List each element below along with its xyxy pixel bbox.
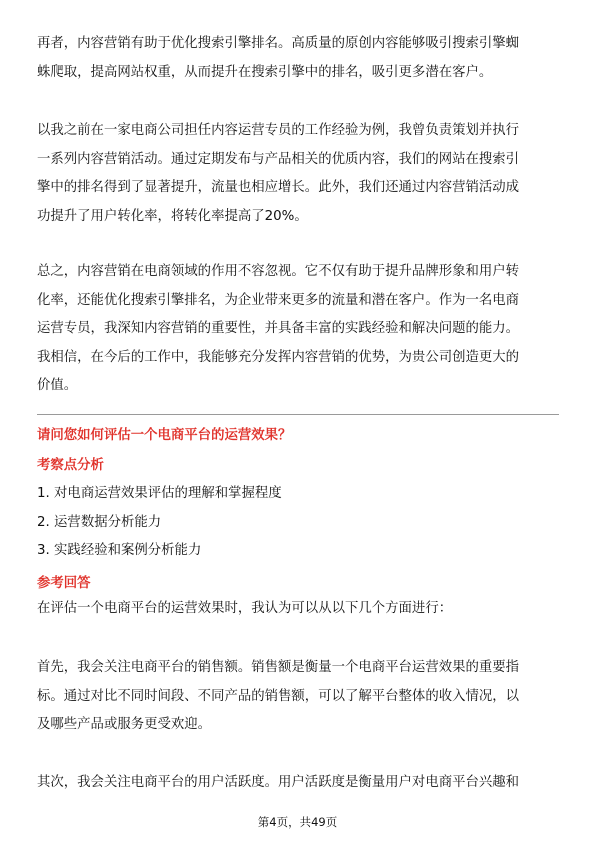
text-line: 其次，我会关注电商平台的用户活跃度。用户活跃度是衡量用户对电商平台兴趣和 [37,775,520,790]
text-line: 擎中的排名得到了显著提升，流量也相应增长。此外，我们还通过内容营销活动成 [37,180,520,195]
paragraph-intro [37,595,559,624]
paragraph-sales [37,654,559,740]
text-line: 化率，还能优化搜索引擎排名，为企业带来更多的流量和潜在客户。作为一名电商 [37,292,520,308]
text-line: 总之，内容营销在电商领域的作用不容忽视。它不仅有助于提升品牌形象和用户转 [37,264,520,279]
text-line: 标。通过对比不同时间段、不同产品的销售额，可以了解平台整体的收入情况，以 [37,688,520,704]
list-item: 1. 对电商运营效果评估的理解和掌握程度 [37,486,282,501]
text-line: 我相信，在今后的工作中，我能够充分发挥内容营销的优势，为贵公司创造更大的 [37,349,520,365]
page-number: 第4页，共49页 [257,815,338,829]
text-line: 首先，我会关注电商平台的销售额。销售额是衡量一个电商平台运营效果的重要指 [37,660,520,675]
question-heading: 请问您如何评估一个电商平台的运营效果？ [37,428,292,443]
list-item: 2. 运营数据分析能力 [37,515,162,530]
text-line: 一系列内容营销活动。通过定期发布与产品相关的优质内容，我们的网站在搜索引 [37,151,520,167]
text-line: 再者，内容营销有助于优化搜索引擎排名。高质量的原创内容能够吸引搜索引擎蜘 [37,36,520,51]
text-line: 在评估一个电商平台的运营效果时，我认为可以从以下几个方面进行： [37,601,453,616]
text-line: 功提升了用户转化率，将转化率提高了20%。 [37,208,308,224]
text-line: 以我之前在一家电商公司担任内容运营专员的工作经验为例，我曾负责策划并执行 [37,123,520,138]
paragraph-activity [37,769,559,798]
section-divider [37,414,559,415]
analysis-heading: 考察点分析 [37,458,104,473]
paragraph-seo [37,30,559,87]
answer-heading: 参考回答 [37,576,91,591]
text-line: 及哪些产品或服务更受欢迎。 [37,717,212,732]
list-item: 3. 实践经验和案例分析能力 [37,543,202,558]
text-line: 运营专员，我深知内容营销的重要性，并具备丰富的实践经验和解决问题的能力。 [37,321,520,336]
paragraph-experience [37,117,559,231]
text-line: 蛛爬取，提高网站权重，从而提升在搜索引擎中的排名，吸引更多潜在客户。 [37,64,493,80]
text-line: 价值。 [37,378,78,393]
paragraph-conclusion [37,258,559,401]
